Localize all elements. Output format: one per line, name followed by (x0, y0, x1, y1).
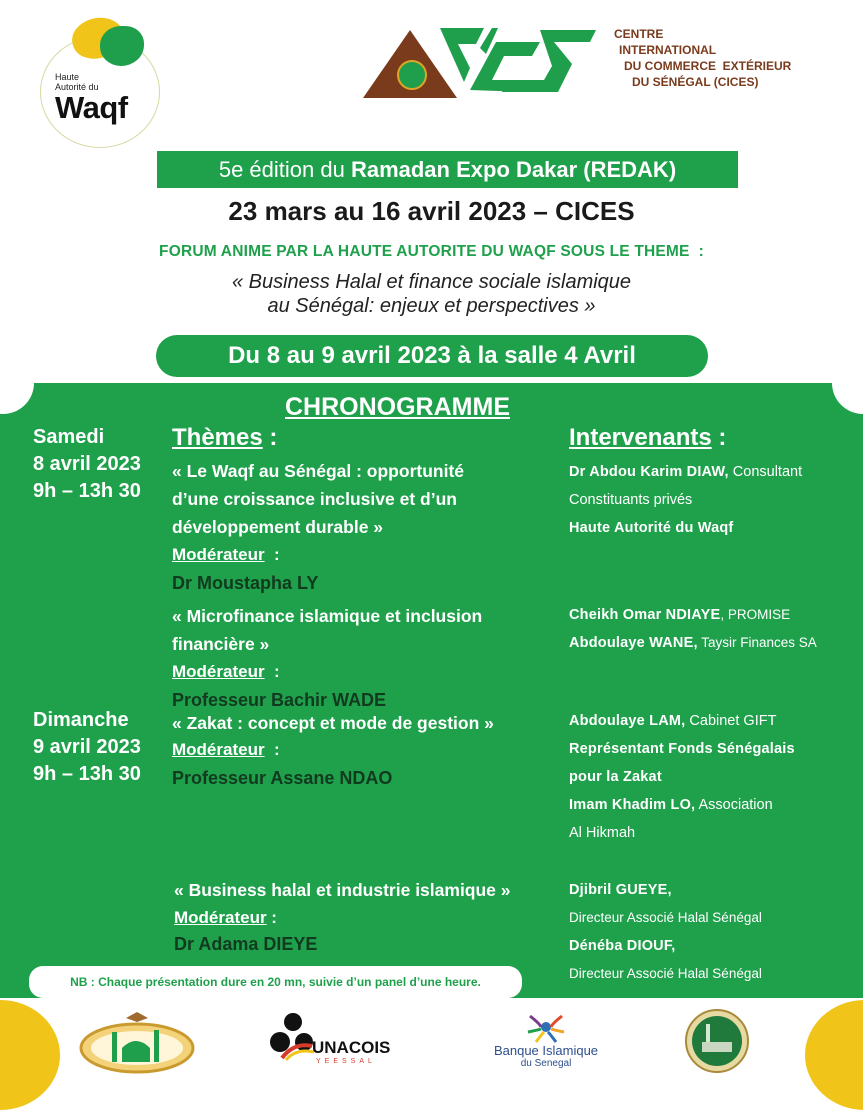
yellow-leaf-left-icon (0, 1000, 60, 1110)
session-theme (172, 457, 464, 597)
speaker-line (569, 458, 802, 486)
moderator-label: Modérateur : (172, 740, 280, 759)
theme-line: « Business halal et industrie islamique » (174, 880, 511, 900)
speaker-line (569, 486, 802, 514)
cices-logo-text (614, 26, 791, 90)
speaker-name: pour la Zakat (569, 769, 662, 785)
speaker-name: Imam Khadim LO, (569, 797, 696, 813)
theme-line: d’une croissance inclusive et d’un (172, 489, 457, 509)
theme-line: au Sénégal: enjeux et perspectives » (267, 295, 596, 317)
speaker-org: Cabinet GIFT (685, 713, 777, 729)
speaker-line (569, 876, 762, 904)
moderator-label: Modérateur : (172, 545, 280, 564)
unacois-sub: YEESSAL (316, 1058, 376, 1065)
theme-line: financière » (172, 634, 270, 654)
session-speakers (569, 601, 817, 657)
cices-line: DU COMMERCE EXTÉRIEUR (624, 59, 792, 73)
banque-islamique-logo (490, 1008, 602, 1074)
day-time: 9h – 13h 30 (33, 480, 141, 502)
session-theme (174, 877, 511, 958)
yellow-leaf-right-icon (805, 1000, 863, 1110)
day-name: Samedi (33, 426, 105, 448)
unacois-logo (268, 1008, 391, 1074)
speaker-name: Haute Autorité du Waqf (569, 520, 734, 536)
cices-tree-emblem-icon (397, 60, 427, 90)
speaker-org: , PROMISE (720, 607, 791, 622)
edition-banner (157, 151, 738, 188)
day-block (33, 424, 141, 505)
speaker-org: Directeur Associé Halal Sénégal (569, 966, 762, 981)
banque-islamique-sub: du Senegal (520, 1058, 572, 1069)
speaker-line (569, 819, 795, 847)
forum-theme (0, 270, 863, 318)
speaker-line (569, 932, 762, 960)
moderator-label-text: Modérateur (172, 662, 265, 681)
cices-line: CENTRE (614, 27, 664, 41)
speaker-line (569, 735, 795, 763)
speaker-name: Cheikh Omar NDIAYE (569, 607, 721, 623)
moderator-label-text: Modérateur (172, 740, 265, 759)
theme-line: développement durable » (172, 517, 384, 537)
day-date: 9 avril 2023 (33, 736, 141, 758)
waqf-logo-line2: Autorité du (55, 82, 99, 92)
waqf-logo-subtitle (55, 72, 99, 92)
speaker-name: Abdoulaye LAM, (569, 713, 686, 729)
speaker-line (569, 707, 795, 735)
mosque-emblem-logo-icon (78, 1008, 196, 1074)
day-block (33, 707, 141, 788)
banque-islamique-star-icon (526, 1010, 566, 1044)
unacois-name: UNACOIS (312, 1038, 391, 1057)
cices-line: DU SÉNÉGAL (CICES) (632, 75, 759, 89)
theme-line: « Microfinance islamique et inclusion (172, 606, 483, 626)
speaker-line (569, 629, 817, 657)
session-speakers (569, 876, 762, 988)
moderator-label: Modérateur : (172, 662, 280, 681)
edition-prefix: 5e édition du (218, 157, 351, 182)
speaker-name: Dr Abdou Karim DIAW, (569, 464, 729, 480)
moderator-label: Modérateur : (174, 908, 277, 927)
speaker-line (569, 904, 762, 932)
speaker-line (569, 601, 817, 629)
speakers-heading (569, 424, 726, 452)
speaker-name: Dénéba DIOUF, (569, 938, 676, 954)
cices-wordmark-icon (440, 24, 596, 96)
speakers-heading-label: Intervenants (569, 424, 712, 451)
speaker-line (569, 763, 795, 791)
moderator-name: Professeur Assane NDAO (172, 768, 393, 788)
chronogramme-title: CHRONOGRAMME (285, 393, 510, 421)
speaker-name: Abdoulaye WANE, (569, 635, 698, 651)
speaker-line (569, 791, 795, 819)
themes-heading (172, 424, 277, 452)
theme-line: « Business Halal et finance sociale islamique (231, 271, 632, 293)
theme-line: « Le Waqf au Sénégal : opportunité (172, 461, 465, 481)
note-banner: NB : Chaque présentation dure en 20 mn, suivie d’un panel d’une heure. (29, 966, 522, 998)
unacois-mark-icon (268, 1012, 318, 1062)
moderator-label-text: Modérateur (174, 908, 267, 927)
speaker-org: Al Hikmah (569, 825, 636, 841)
theme-line: « Zakat : concept et mode de gestion » (172, 713, 494, 733)
speakers-heading-colon: : (711, 424, 727, 451)
speaker-line (569, 514, 802, 542)
speaker-org: Taysir Finances SA (697, 635, 817, 650)
speaker-line (569, 960, 762, 988)
day-time: 9h – 13h 30 (33, 763, 141, 785)
event-dates: 23 mars au 16 avril 2023 – CICES (228, 196, 635, 226)
moderator-name: Professeur Bachir WADE (172, 690, 387, 710)
edition-event-name: Ramadan Expo Dakar (REDAK) (350, 157, 677, 182)
themes-heading-colon: : (262, 424, 278, 451)
day-name: Dimanche (33, 709, 129, 731)
moderator-name: Dr Adama DIEYE (174, 934, 318, 954)
moderator-name: Dr Moustapha LY (172, 573, 319, 593)
speaker-name: Représentant Fonds Sénégalais (569, 741, 795, 757)
forum-heading: FORUM ANIME PAR LA HAUTE AUTORITE DU WAQF SOUS LE THEME : (159, 243, 704, 260)
session-speakers (569, 458, 802, 542)
banque-islamique-name: Banque Islamique (493, 1043, 599, 1058)
cices-line: INTERNATIONAL (619, 43, 717, 57)
speaker-org: Directeur Associé Halal Sénégal (569, 910, 762, 925)
waqf-logo-name: Waqf (55, 90, 128, 125)
session-speakers (569, 707, 795, 847)
session-theme (172, 710, 494, 792)
moderator-label-text: Modérateur (172, 545, 265, 564)
waqf-logo-line1: Haute (55, 72, 80, 82)
venue-pill: Du 8 au 9 avril 2023 à la salle 4 Avril (156, 335, 708, 377)
themes-heading-label: Thèmes (172, 424, 263, 451)
session-theme (172, 602, 482, 714)
speaker-name: Djibril GUEYE, (569, 882, 672, 898)
speaker-org: Association (695, 797, 773, 813)
green-seal-logo-icon (684, 1008, 750, 1074)
speaker-org: Constituants privés (569, 492, 693, 508)
day-date: 8 avril 2023 (33, 453, 141, 475)
speaker-org: Consultant (728, 464, 803, 480)
